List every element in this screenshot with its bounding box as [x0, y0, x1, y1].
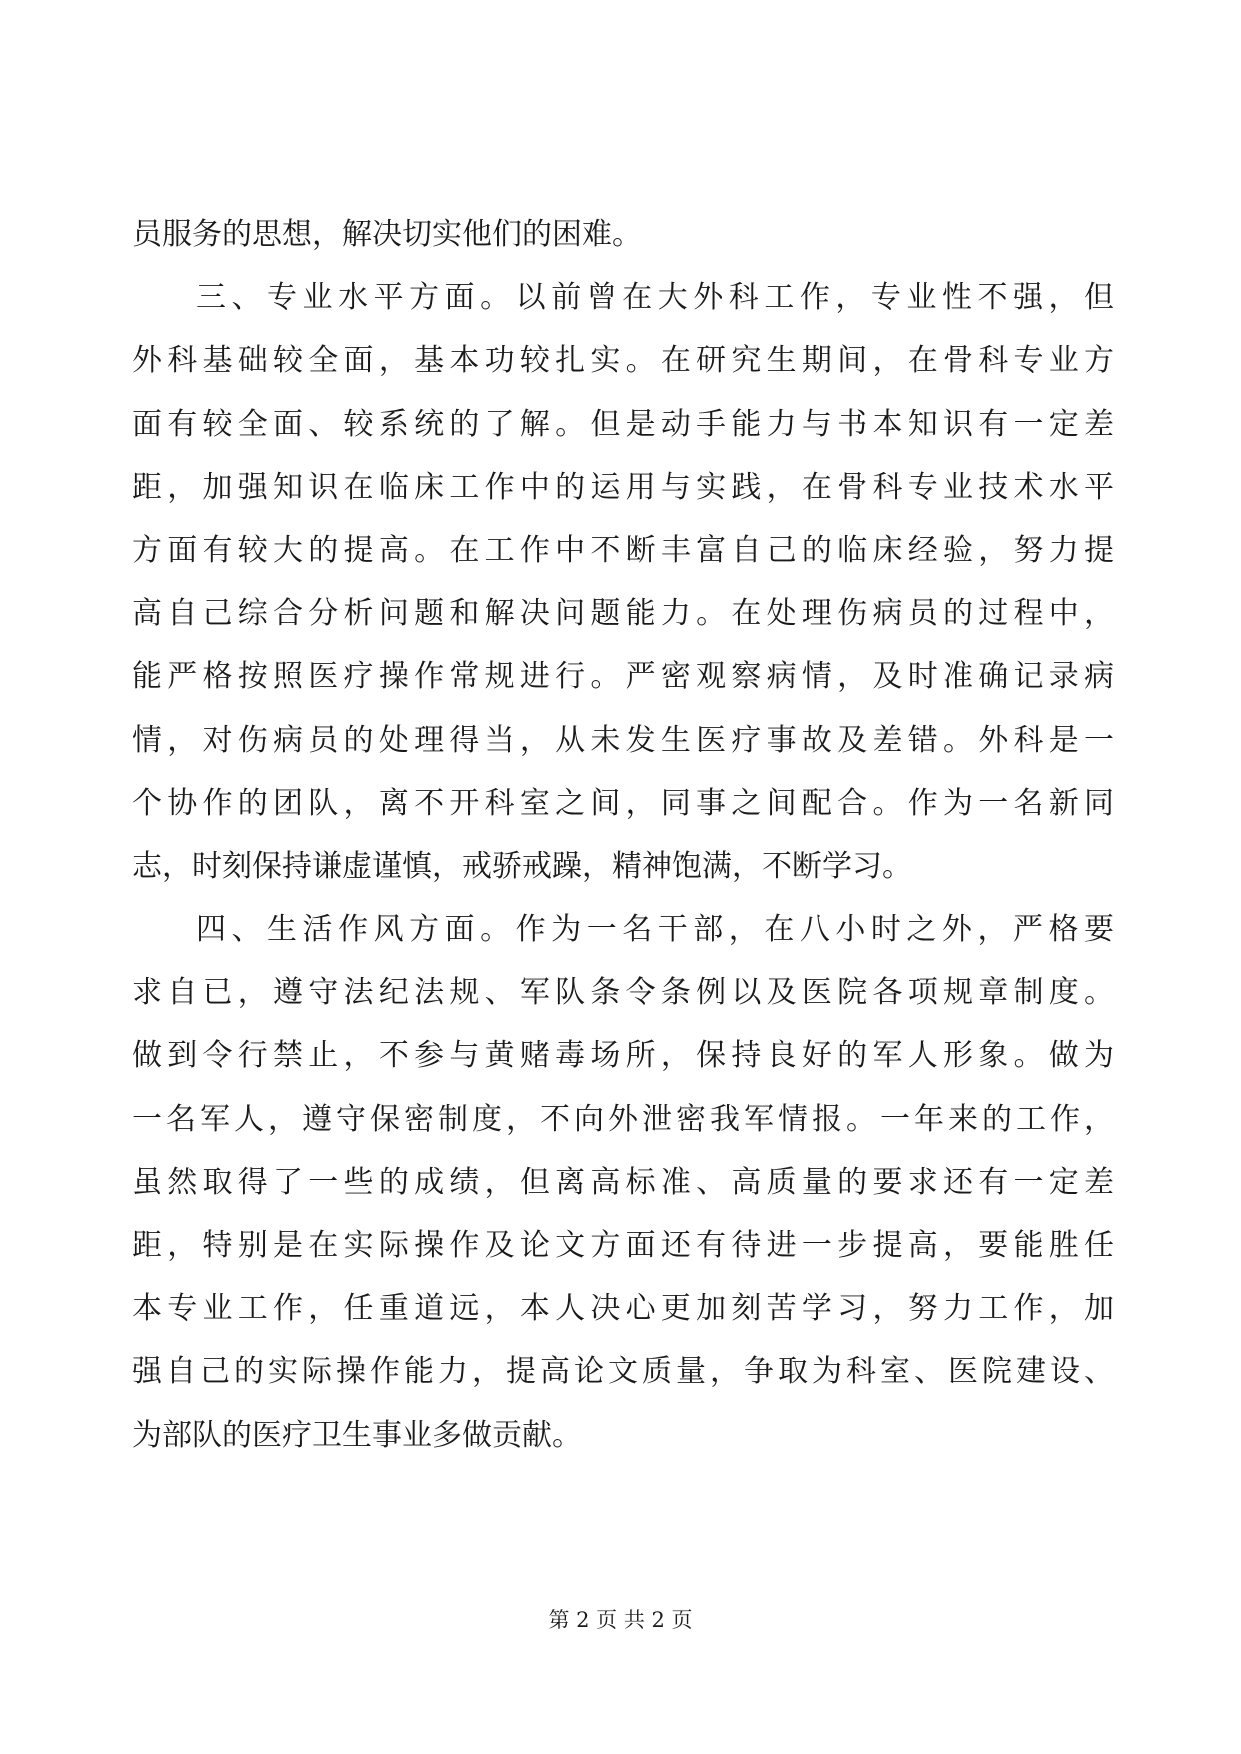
text-line: 能严格按照医疗操作常规进行。严密观察病情，及时准确记录病 — [132, 659, 1114, 695]
text-line: 高自己综合分析问题和解决问题能力。在处理伤病员的过程中， — [132, 596, 1114, 632]
text-line: 方面有较大的提高。在工作中不断丰富自己的临床经验，努力提 — [132, 532, 1114, 568]
text-line: 情，对伤病员的处理得当，从未发生医疗事故及差错。外科是一 — [132, 722, 1114, 758]
paragraph-heading-line: 四、生活作风方面。作为一名干部，在八小时之外，严格要 — [196, 912, 1114, 948]
text-line: 员服务的思想，解决切实他们的困难。 — [132, 217, 642, 252]
text-line: 强自己的实际操作能力，提高论文质量，争取为科室、医院建设、 — [132, 1354, 1114, 1390]
document-body — [132, 203, 1114, 1467]
paragraph-heading-line: 三、专业水平方面。以前曾在大外科工作，专业性不强，但 — [196, 280, 1114, 316]
text-line: 为部队的医疗卫生事业多做贡献。 — [132, 1417, 582, 1453]
text-line: 求自已，遵守法纪法规、军队条令条例以及医院各项规章制度。 — [132, 975, 1114, 1011]
page-number-footer: 第 2 页 共 2 页 — [548, 1608, 693, 1632]
text-line: 本专业工作，任重道远，本人决心更加刻苦学习，努力工作，加 — [132, 1291, 1114, 1327]
text-line: 距，加强知识在临床工作中的运用与实践，在骨科专业技术水平 — [132, 469, 1114, 505]
text-line: 志，时刻保持谦虚谨慎，戒骄戒躁，精神饱满，不断学习。 — [132, 848, 912, 884]
text-line: 个协作的团队，离不开科室之间，同事之间配合。作为一名新同 — [132, 785, 1114, 821]
text-line: 做到令行禁止，不参与黄赌毒场所，保持良好的军人形象。做为 — [132, 1038, 1114, 1074]
text-line: 虽然取得了一些的成绩，但离高标准、高质量的要求还有一定差 — [132, 1164, 1114, 1200]
text-line: 一名军人，遵守保密制度，不向外泄密我军情报。一年来的工作， — [132, 1101, 1114, 1137]
text-line: 距，特别是在实际操作及论文方面还有待进一步提高，要能胜任 — [132, 1228, 1114, 1263]
text-line: 面有较全面、较系统的了解。但是动手能力与书本知识有一定差 — [132, 406, 1114, 442]
text-line: 外科基础较全面，基本功较扎实。在研究生期间，在骨科专业方 — [132, 343, 1114, 379]
